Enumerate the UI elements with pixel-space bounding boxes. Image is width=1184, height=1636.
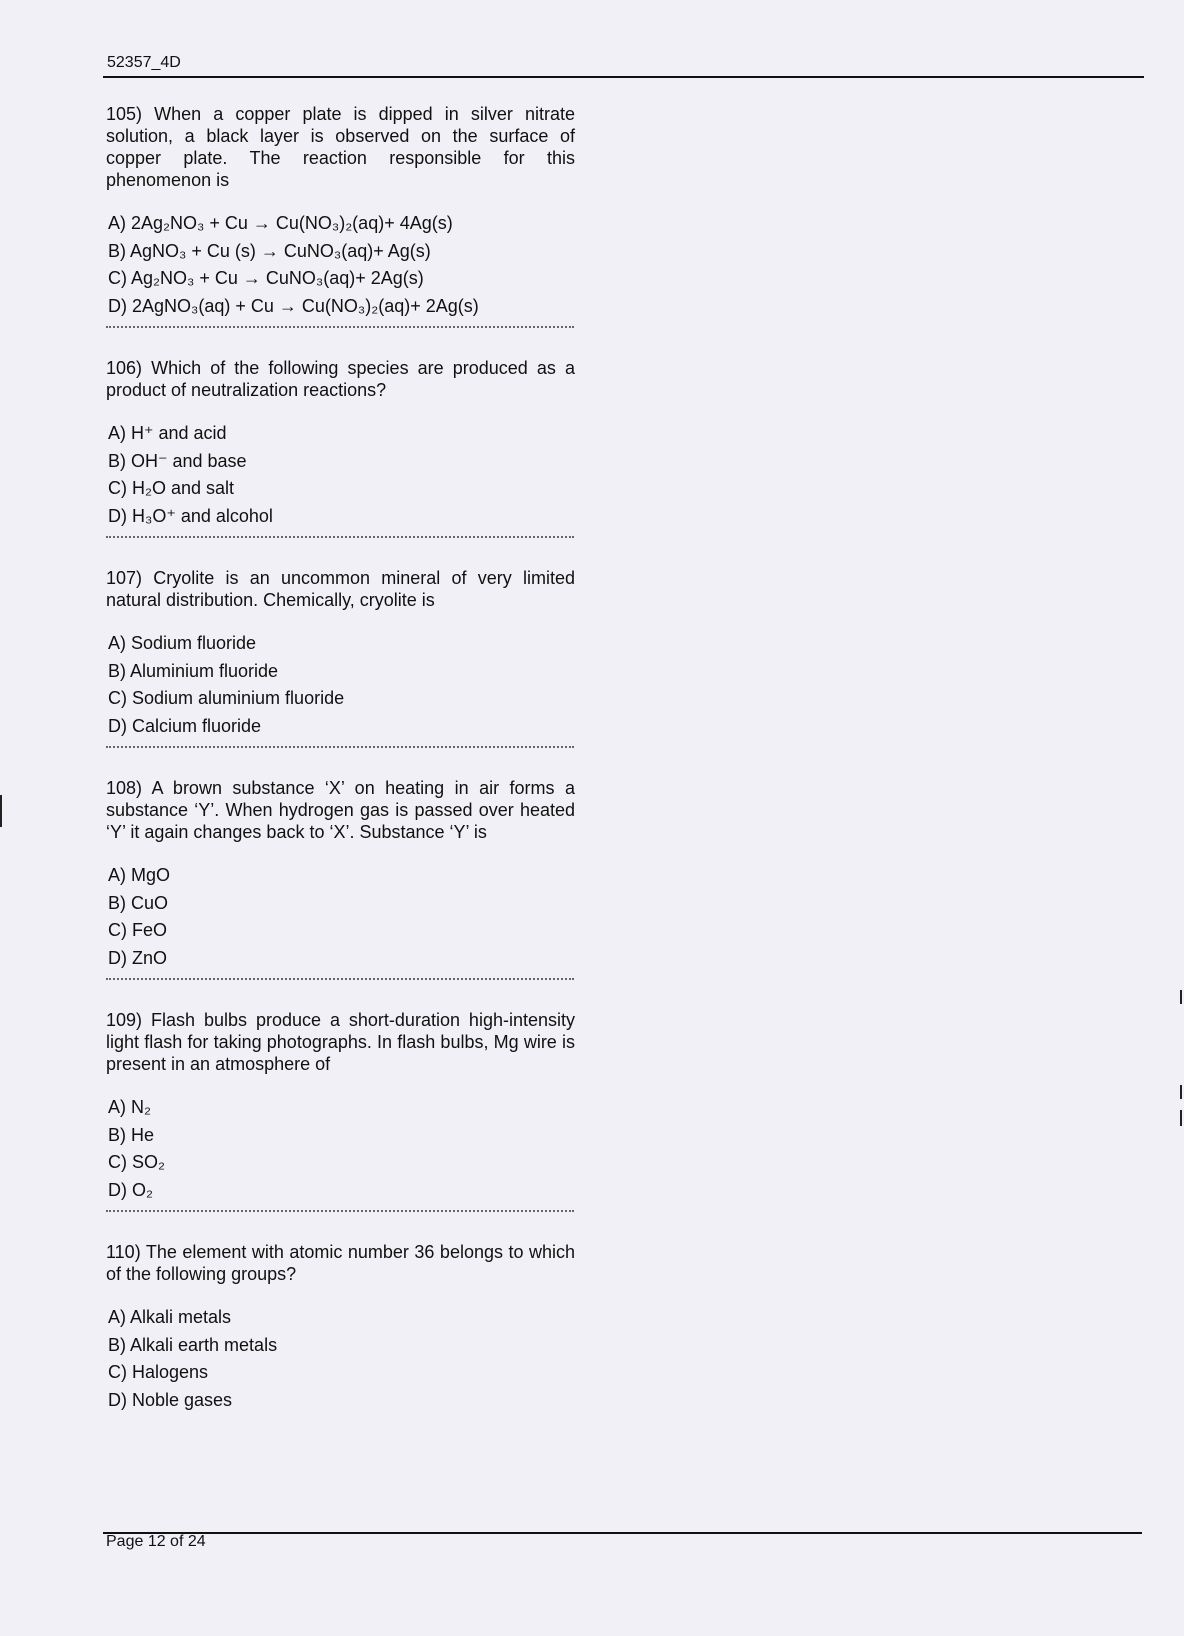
scan-edge-mark-right	[1180, 1110, 1182, 1126]
option-label: B) AgNO₃ + Cu (s) → CuNO₃(aq)+ Ag(s)	[108, 240, 431, 261]
question-110	[106, 1241, 575, 1414]
option-label: B) Aluminium fluoride	[108, 660, 279, 681]
option-label: B) Alkali earth metals	[108, 1334, 278, 1355]
option-d[interactable]	[106, 503, 575, 531]
option-label: D) H₃O⁺ and alcohol	[108, 505, 273, 526]
option-a[interactable]	[106, 210, 575, 238]
option-list	[106, 420, 575, 530]
header-rule	[103, 76, 1144, 78]
question-list	[106, 103, 575, 1414]
page-number: Page 12 of 24	[106, 1533, 206, 1550]
option-d[interactable]	[106, 1177, 575, 1205]
option-a[interactable]	[106, 1094, 575, 1122]
option-label: A) H⁺ and acid	[108, 423, 227, 443]
option-a[interactable]	[106, 1304, 575, 1332]
option-label: C) FeO	[108, 920, 168, 940]
option-list	[106, 862, 575, 972]
option-c[interactable]	[106, 1359, 575, 1387]
question-107	[106, 567, 575, 740]
question-text: 108) A brown substance ‘X’ on heating in air forms a substance ‘Y’. When hydrogen gas is passed over heated ‘Y’ it again changes back to ‘X’. Substance ‘Y’ is	[106, 778, 575, 842]
option-label: C) Sodium aluminium fluoride	[108, 688, 345, 708]
option-label: D) Calcium fluoride	[108, 715, 262, 736]
option-b[interactable]	[106, 1122, 575, 1150]
question-108	[106, 777, 575, 972]
scan-edge-mark-right	[1180, 1085, 1182, 1099]
question-109	[106, 1009, 575, 1204]
option-c[interactable]	[106, 685, 575, 713]
option-b[interactable]	[106, 448, 575, 476]
option-list	[106, 210, 575, 320]
question-text: 106) Which of the following species are produced as a product of neutralization reactions?	[106, 358, 575, 400]
option-label: A) Alkali metals	[108, 1307, 232, 1327]
option-d[interactable]	[106, 293, 575, 321]
option-label: A) Sodium fluoride	[108, 633, 257, 653]
option-c[interactable]	[106, 1149, 575, 1177]
question-106	[106, 357, 575, 530]
option-d[interactable]	[106, 945, 575, 973]
option-label: B) CuO	[108, 892, 169, 913]
option-b[interactable]	[106, 1332, 575, 1360]
option-label: C) H₂O and salt	[108, 478, 235, 498]
question-text: 109) Flash bulbs produce a short-duration high-intensity light flash for taking photographs. In flash bulbs, Mg wire is present in an atmosphere of	[106, 1010, 575, 1074]
option-label: D) Noble gases	[108, 1389, 233, 1410]
option-a[interactable]	[106, 420, 575, 448]
scan-edge-mark-left	[0, 795, 2, 827]
footer-rule	[103, 1532, 1142, 1534]
scan-edge-mark-right	[1180, 990, 1182, 1004]
option-d[interactable]	[106, 1387, 575, 1415]
option-b[interactable]	[106, 238, 575, 266]
option-label: D) O₂	[108, 1179, 153, 1200]
question-text: 107) Cryolite is an uncommon mineral of very limited natural distribution. Chemically, cryolite is	[106, 568, 575, 610]
option-label: C) Halogens	[108, 1362, 209, 1382]
option-label: A) 2Ag₂NO₃ + Cu → Cu(NO₃)₂(aq)+ 4Ag(s)	[108, 213, 453, 233]
option-b[interactable]	[106, 890, 575, 918]
question-105	[106, 103, 575, 320]
option-label: A) MgO	[108, 865, 171, 885]
option-c[interactable]	[106, 917, 575, 945]
question-divider	[106, 1210, 574, 1212]
option-label: C) Ag₂NO₃ + Cu → CuNO₃(aq)+ 2Ag(s)	[108, 268, 424, 288]
option-a[interactable]	[106, 630, 575, 658]
option-label: A) N₂	[108, 1097, 151, 1117]
page-code: 52357_4D	[107, 54, 181, 71]
option-label: C) SO₂	[108, 1152, 165, 1172]
option-a[interactable]	[106, 862, 575, 890]
question-divider	[106, 326, 574, 328]
option-label: D) ZnO	[108, 947, 168, 968]
option-list	[106, 1304, 575, 1414]
option-label: B) OH⁻ and base	[108, 450, 247, 471]
option-label: D) 2AgNO₃(aq) + Cu → Cu(NO₃)₂(aq)+ 2Ag(s)	[108, 295, 479, 316]
question-text: 105) When a copper plate is dipped in silver nitrate solution, a black layer is observed on the surface of copper plate. The reaction responsible for this phenomenon is	[106, 104, 575, 190]
question-text: 110) The element with atomic number 36 belongs to which of the following groups?	[106, 1242, 575, 1284]
option-list	[106, 1094, 575, 1204]
option-list	[106, 630, 575, 740]
option-c[interactable]	[106, 265, 575, 293]
question-divider	[106, 536, 574, 538]
option-label: B) He	[108, 1124, 155, 1145]
question-divider	[106, 978, 574, 980]
question-divider	[106, 746, 574, 748]
option-b[interactable]	[106, 658, 575, 686]
option-c[interactable]	[106, 475, 575, 503]
option-d[interactable]	[106, 713, 575, 741]
